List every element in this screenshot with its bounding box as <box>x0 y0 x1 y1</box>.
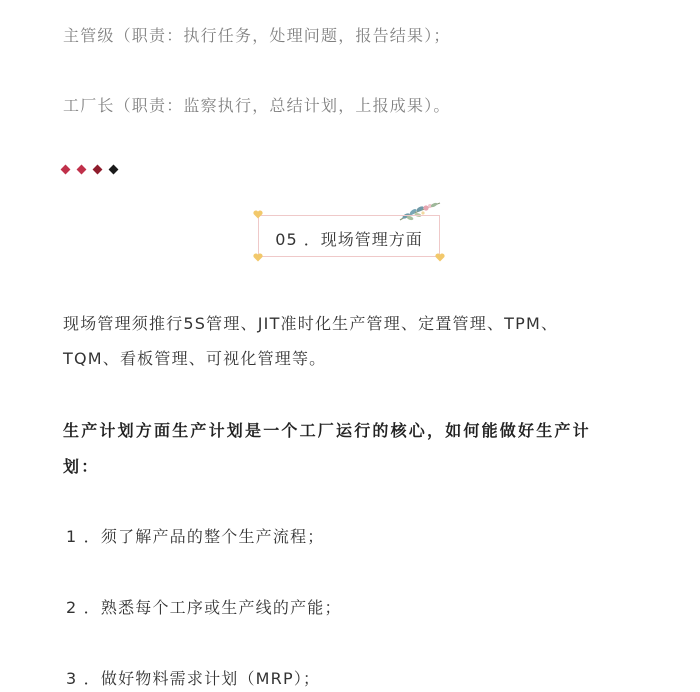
list-item: 1 ．须了解产品的整个生产流程； <box>66 527 325 546</box>
production-plan-line-1: 生产计划方面生产计划是一个工厂运行的核心，如何能做好生产计 <box>63 421 591 440</box>
heart-icon <box>435 253 445 262</box>
section-heading-title: 05 ．现场管理方面 <box>275 230 423 249</box>
diamond-divider <box>62 166 117 173</box>
diamond-icon <box>109 165 119 175</box>
list-item: 2 ．熟悉每个工序或生产线的产能； <box>66 598 342 617</box>
section-heading-box <box>258 215 440 257</box>
onsite-management-line-1: 现场管理须推行5S管理、JIT准时化生产管理、定置管理、TPM、 <box>63 314 559 333</box>
manager-level-line: 主管级（职责：执行任务，处理问题，报告结果）； <box>63 26 451 45</box>
diamond-icon <box>93 165 103 175</box>
factory-director-line: 工厂长（职责：监察执行，总结计划，上报成果）。 <box>63 96 451 115</box>
list-item: 3 ．做好物料需求计划（MRP）； <box>66 669 321 688</box>
diamond-icon <box>61 165 71 175</box>
onsite-management-line-2: TQM、看板管理、可视化管理等。 <box>63 349 327 368</box>
diamond-icon <box>77 165 87 175</box>
heart-icon <box>253 253 263 262</box>
heart-icon <box>253 210 263 219</box>
production-plan-line-2: 划： <box>63 457 100 476</box>
